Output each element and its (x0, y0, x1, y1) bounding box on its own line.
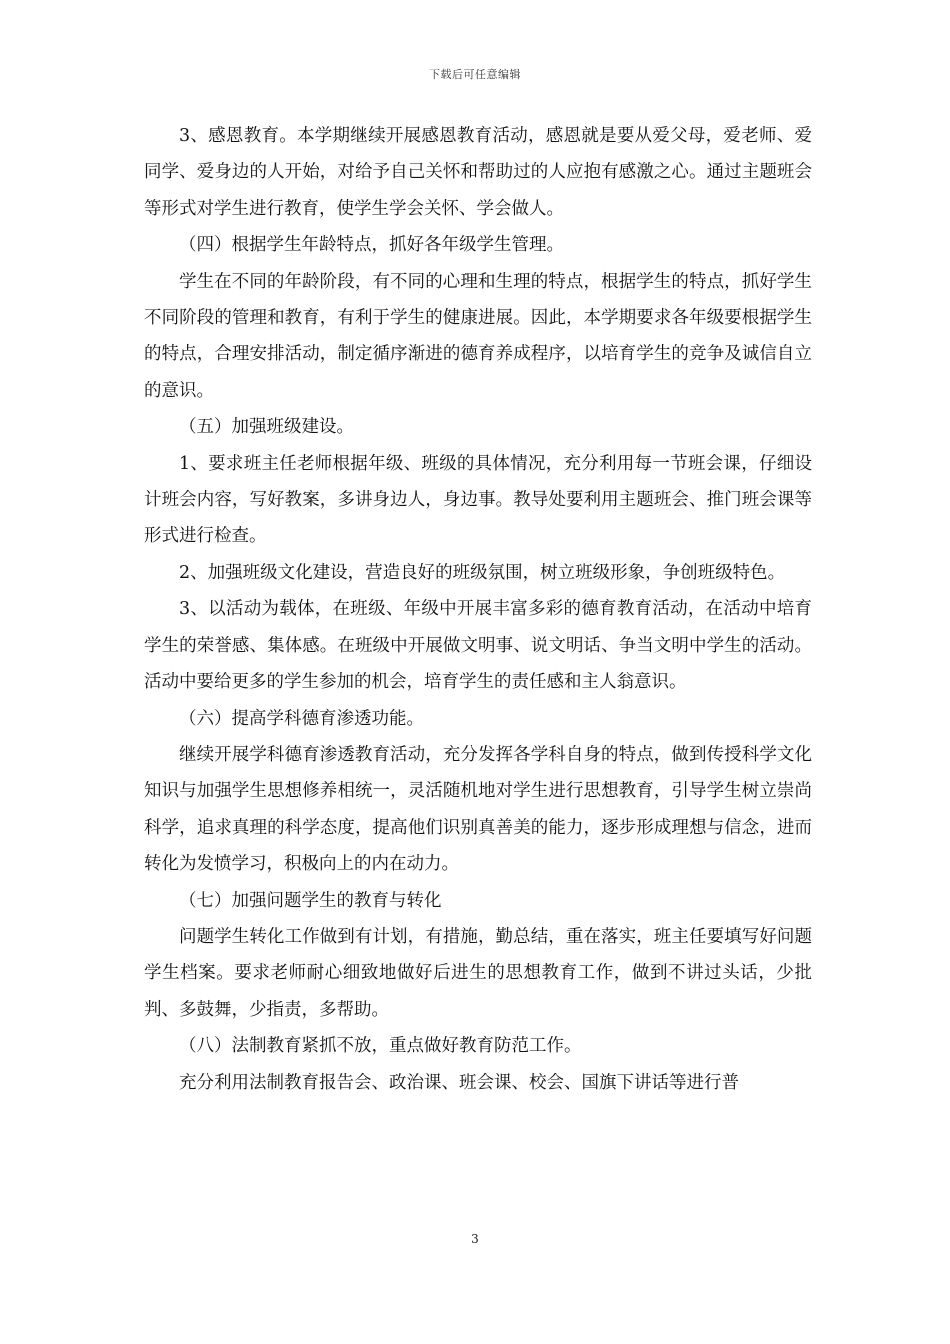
paragraph-gratitude-education: 3、感恩教育。本学期继续开展感恩教育活动，感恩就是要从爱父母，爱老师、爱同学、爱身边的人开始，对给予自己关怀和帮助过的人应抱有感激之心。通过主题班会等形式对学生进行教育，使学生学会关怀、学会做人。 (144, 126, 812, 219)
paragraph-activities: 3、以活动为载体，在班级、年级中开展丰富多彩的德育教育活动，在活动中培育学生的荣誉感、集体感。在班级中开展做文明事、说文明话、争当文明中学生的活动。活动中要给更多的学生参加的机会，培育学生的责任感和主人翁意识。 (144, 599, 812, 693)
paragraph-legal-education: 充分利用法制教育报告会、政治课、班会课、校会、国旗下讲话等进行普 (179, 1072, 739, 1093)
paragraph-subject-moral: 继续开展学科德育渗透教育活动，充分发挥各学科自身的特点，做到传授科学文化知识与加强学生思想修养相统一，灵活随机地对学生进行思想教育，引导学生树立崇尚科学，追求真理的科学态度，提高他们识别真善美的能力，逐步形成理想与信念，进而转化为发愤学习，积极向上的内在动力。 (144, 744, 812, 875)
section-heading-7: （七）加强问题学生的教育与转化 (179, 890, 442, 911)
section-heading-8: （八）法制教育紧抓不放，重点做好教育防范工作。 (179, 1036, 582, 1057)
page-header: 下载后可任意编辑 (429, 68, 521, 81)
section-heading-6: （六）提高学科德育渗透功能。 (179, 708, 424, 729)
section-heading-5: （五）加强班级建设。 (179, 417, 354, 438)
paragraph-class-culture: 2、加强班级文化建设，营造良好的班级氛围，树立班级形象，争创班级特色。 (179, 562, 786, 583)
paragraph-class-meeting: 1、要求班主任老师根据年级、班级的具体情况，充分利用每一节班会课，仔细设计班会内容，写好教案，多讲身边人，身边事。教导处要利用主题班会、推门班会课等形式进行检查。 (144, 453, 812, 547)
page-number: 3 (471, 1232, 479, 1246)
section-heading-4: （四）根据学生年龄特点，抓好各年级学生管理。 (179, 235, 564, 256)
paragraph-age-management: 学生在不同的年龄阶段，有不同的心理和生理的特点，根据学生的特点，抓好学生不同阶段的管理和教育，有利于学生的健康进展。因此，本学期要求各年级要根据学生的特点，合理安排活动，制定循序渐进的德育养成程序，以培育学生的竞争及诚信自立的意识。 (144, 271, 812, 401)
paragraph-problem-students: 问题学生转化工作做到有计划，有措施，勤总结，重在落实，班主任要填写好问题学生档案。要求老师耐心细致地做好后进生的思想教育工作，做到不讲过头话，少批判、多鼓舞，少指责，多帮助。 (144, 926, 812, 1020)
document-body (144, 118, 812, 1101)
